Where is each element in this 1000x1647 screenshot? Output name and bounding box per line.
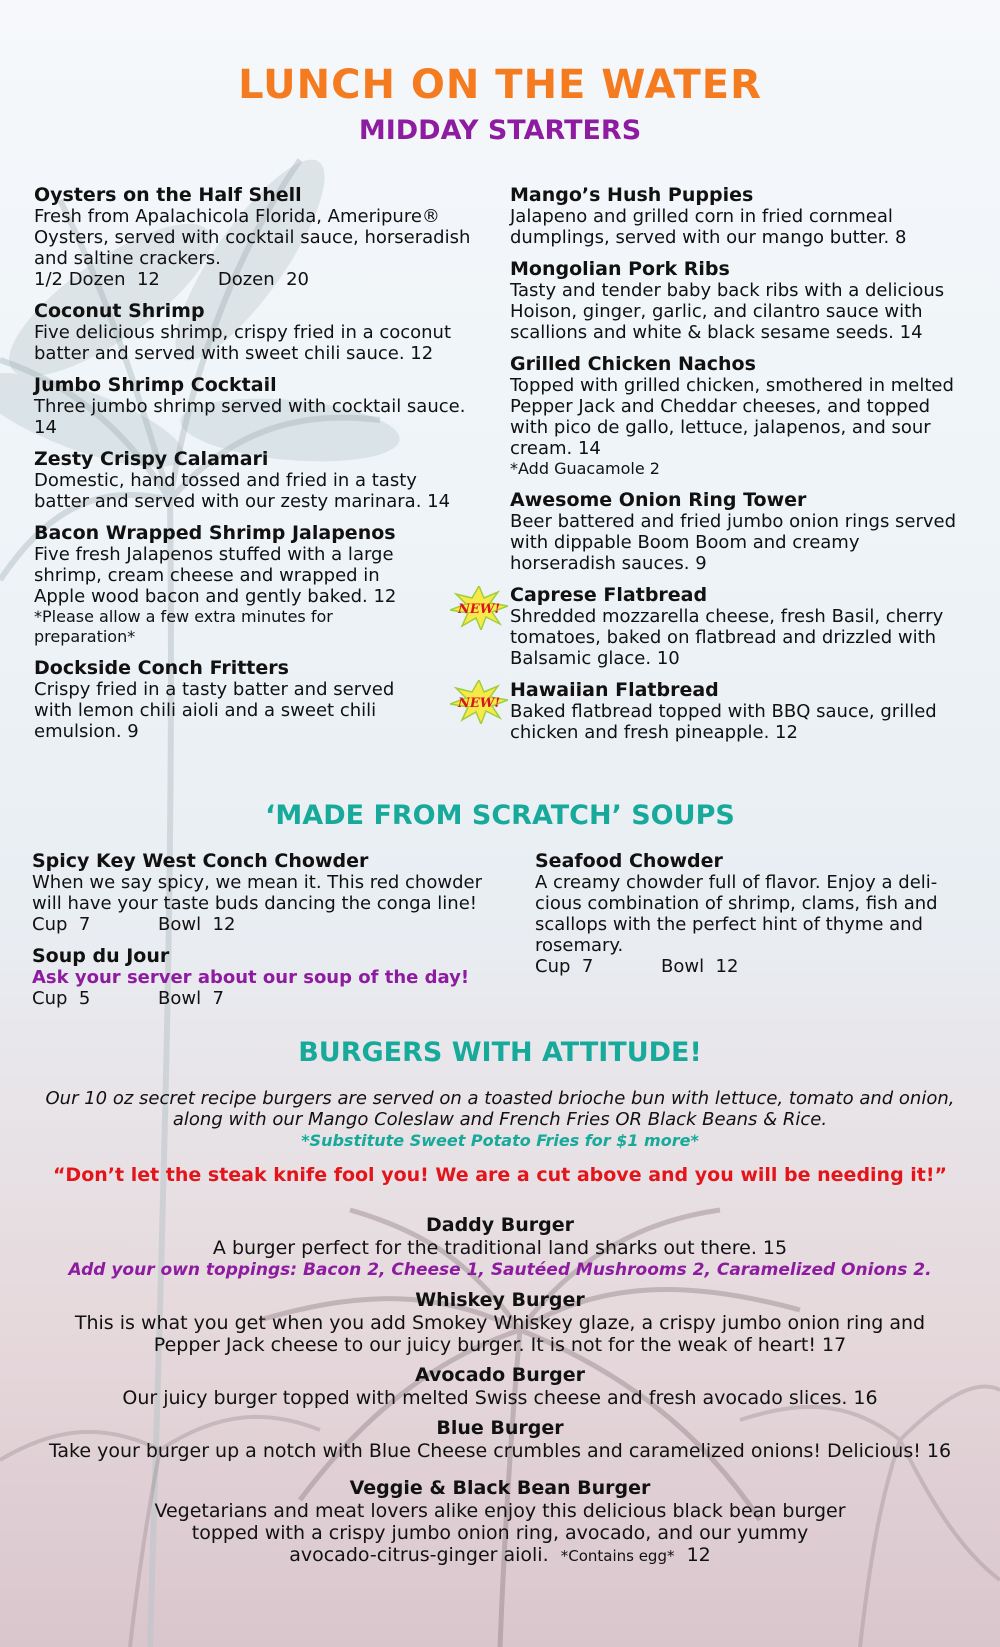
item-name: Spicy Key West Conch Chowder	[32, 850, 369, 872]
menu-title: LUNCH ON THE WATER	[238, 62, 762, 108]
item-description: Jalapeno and grilled corn in fried cornmeal dumplings, served with our mango butter. 8	[510, 206, 907, 248]
item-prices	[535, 956, 965, 977]
item-name: Mango’s Hush Puppies	[510, 184, 754, 206]
price-bowl: Bowl 12	[661, 956, 739, 977]
price-cup: Cup 7	[535, 956, 594, 977]
item-description: Crispy fried in a tasty batter and served with lemon chili aioli and a sweet chili emulsion. 9	[34, 679, 395, 742]
item-prices	[34, 269, 474, 290]
price-cup: Cup 5	[32, 988, 91, 1009]
menu-item	[32, 850, 492, 935]
item-name: Oysters on the Half Shell	[34, 184, 302, 206]
item-name: Coconut Shrimp	[34, 300, 205, 322]
item-name: Veggie & Black Bean Burger	[349, 1477, 651, 1499]
menu-item	[535, 850, 965, 977]
menu-item	[34, 374, 474, 438]
burger-item	[0, 1417, 1000, 1462]
new-badge-label: NEW!	[457, 602, 501, 617]
item-description: Tasty and tender baby back ribs with a delicious Hoison, ginger, garlic, and cilantro sauce with scallions and white & black sesame seeds. 14	[510, 280, 945, 343]
item-description-end: avocado-citrus-ginger aioli.	[289, 1544, 549, 1566]
soups-left-column	[32, 850, 492, 1019]
item-note: *Add Guacamole 2	[510, 459, 660, 478]
item-name: Bacon Wrapped Shrimp Jalapenos	[34, 522, 396, 544]
item-name: Caprese Flatbread	[510, 584, 708, 606]
menu-item	[32, 945, 492, 1009]
burger-item	[0, 1214, 1000, 1281]
soups-right-column	[535, 850, 965, 987]
price-cup: Cup 7	[32, 914, 91, 935]
item-description: Fresh from Apalachicola Florida, Ameripure® Oysters, served with cocktail sauce, horseradish and saltine crackers.	[34, 206, 471, 269]
new-badge-label: NEW!	[457, 696, 501, 711]
burger-item	[0, 1289, 1000, 1356]
item-description: When we say spicy, we mean it. This red chowder will have your taste buds dancing the conga line!	[32, 872, 482, 914]
substitute-note: *Substitute Sweet Potato Fries for $1 more*	[301, 1131, 699, 1150]
item-name: Jumbo Shrimp Cocktail	[34, 374, 277, 396]
burgers-intro: Our 10 oz secret recipe burgers are served on a toasted brioche bun with lettuce, tomato and onion, along with our Mango Coleslaw and French Fries OR Black Beans & Rice.	[45, 1088, 955, 1130]
item-name: Daddy Burger	[425, 1214, 575, 1236]
menu-item	[34, 657, 474, 742]
item-prices	[32, 988, 492, 1009]
price-bowl: Bowl 7	[158, 988, 224, 1009]
menu-item	[510, 489, 970, 574]
menu-item	[34, 184, 474, 290]
starters-left-column	[34, 184, 474, 752]
burger-item	[0, 1364, 1000, 1409]
item-description: A burger perfect for the traditional land sharks out there. 15	[212, 1237, 788, 1259]
item-name: Dockside Conch Fritters	[34, 657, 289, 679]
item-description-line: This is what you get when you add Smokey Whiskey glaze, a crispy jumbo onion ring and	[74, 1312, 926, 1334]
item-price: 12	[686, 1544, 711, 1566]
item-description-line	[0, 1544, 1000, 1567]
menu-item	[510, 258, 970, 343]
item-name: Whiskey Burger	[415, 1289, 585, 1311]
starters-right-column	[510, 184, 970, 753]
section-title-burgers: BURGERS WITH ATTITUDE!	[298, 1037, 702, 1068]
item-name: Soup du Jour	[32, 945, 170, 967]
menu-item	[510, 679, 970, 743]
price-dozen: Dozen 20	[217, 269, 309, 290]
item-description: Our juicy burger topped with melted Swiss cheese and fresh avocado slices. 16	[122, 1387, 878, 1409]
menu-item	[34, 300, 474, 364]
item-name: Hawaiian Flatbread	[510, 679, 719, 701]
menu-item	[510, 353, 970, 479]
item-description: Baked flatbread topped with BBQ sauce, grilled chicken and fresh pineapple. 12	[510, 701, 937, 743]
price-bowl: Bowl 12	[158, 914, 236, 935]
item-name: Grilled Chicken Nachos	[510, 353, 756, 375]
item-note: *Please allow a few extra minutes for preparation*	[34, 607, 333, 646]
item-description: Take your burger up a notch with Blue Cheese crumbles and caramelized onions! Delicious! 16	[48, 1440, 952, 1462]
burgers-quote: “Don’t let the steak knife fool you! We are a cut above and you will be needing it!”	[52, 1164, 948, 1186]
item-description: A creamy chowder full of flavor. Enjoy a deli-cious combination of shrimp, clams, fish and scallops with the perfect hint of thyme and rosemary.	[535, 872, 938, 956]
new-badge-icon	[450, 680, 508, 724]
section-title-soups: ‘MADE FROM SCRATCH’ SOUPS	[265, 800, 735, 831]
toppings-note: Add your own toppings: Bacon 2, Cheese 1, Sautéed Mushrooms 2, Caramelized Onions 2.	[68, 1260, 932, 1280]
item-description: Domestic, hand tossed and fried in a tasty batter and served with our zesty marinara. 14	[34, 470, 451, 512]
item-description: Topped with grilled chicken, smothered in melted Pepper Jack and Cheddar cheeses, and topped with pico de gallo, lettuce, jalapenos, and sour cream. 14	[510, 375, 954, 459]
item-description: Five delicious shrimp, crispy fried in a coconut batter and served with sweet chili sauce. 12	[34, 322, 452, 364]
item-prices	[32, 914, 492, 935]
item-name: Seafood Chowder	[535, 850, 723, 872]
price-half-dozen: 1/2 Dozen 12	[34, 269, 160, 290]
item-description: Five fresh Jalapenos stuffed with a large shrimp, cream cheese and wrapped in Apple wood bacon and gently baked. 12	[34, 544, 397, 607]
burger-item	[0, 1477, 1000, 1567]
item-name: Mongolian Pork Ribs	[510, 258, 730, 280]
item-name: Blue Burger	[436, 1417, 564, 1439]
menu-item	[510, 584, 970, 669]
item-description: Shredded mozzarella cheese, fresh Basil, cherry tomatoes, baked on flatbread and drizzled with Balsamic glace. 10	[510, 606, 944, 669]
item-name: Awesome Onion Ring Tower	[510, 489, 807, 511]
item-name: Avocado Burger	[414, 1364, 586, 1386]
menu-item	[34, 448, 474, 512]
item-name: Zesty Crispy Calamari	[34, 448, 269, 470]
menu-item	[510, 184, 970, 248]
item-description-line: topped with a crispy jumbo onion ring, avocado, and our yummy	[191, 1522, 809, 1544]
menu-item	[34, 522, 474, 647]
item-description-line: Pepper Jack cheese to our juicy burger. It is not for the weak of heart! 17	[153, 1334, 847, 1356]
item-description: Three jumbo shrimp served with cocktail sauce. 14	[34, 396, 466, 438]
item-description: Beer battered and fried jumbo onion rings served with dippable Boom Boom and creamy horseradish sauces. 9	[510, 511, 957, 574]
new-badge-icon	[450, 586, 508, 630]
section-title-starters: MIDDAY STARTERS	[358, 115, 642, 146]
item-note: *Contains egg*	[560, 1547, 675, 1565]
item-description-line: Vegetarians and meat lovers alike enjoy this delicious black bean burger	[154, 1500, 846, 1522]
item-description: Ask your server about our soup of the day!	[32, 967, 470, 988]
